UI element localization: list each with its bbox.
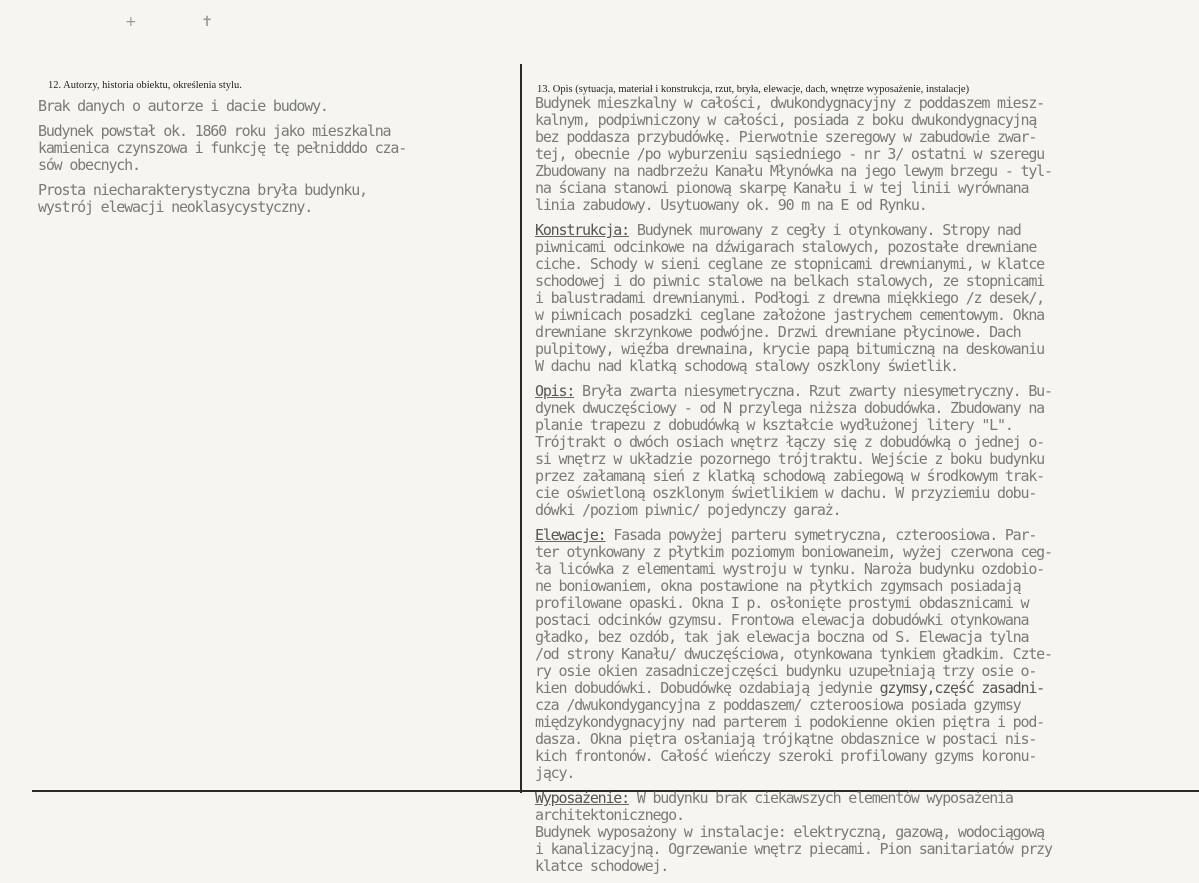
elevations-paragraph (535, 527, 1199, 782)
elevations-text-a: Fasada powyżej parteru symetryczna, czteroosiowa. Par- ter otynkowany z płytkim poziomym boniowaneim, wyżej czerwona ceg- ła licówka z elementami wystroju w tynku. Naroża budynku ozdobio- ne boniowaniem, okna postawione na płytkich zgymsach posiadają profilowane opaski. Okna I p. osłonięte prostymi obdasznicami w postaci odcinków gzymsu. Frontowa elewacja dobudówki otynkowana gładko, bez ozdób, tak jak elewacja boczna od S. Elewacja tylna /od strony Kanału/ dwuczęściowa, otynkowana tynkiem gładkim. Czte- ry osie okien zasadniczejczęści budynku uzupełniają trzy osie o- kien dobudówki. Dobudówkę ozdabiają jedynie (535, 526, 1052, 697)
elevations-label: Elewacje: (535, 526, 606, 544)
construction-text: Budynek murowany z cegły i otynkowany. Stropy nad piwnicami odcinkowe na dźwigarach stalowych, pozostałe drewniane ciche. Schody w sieni ceglane ze stopnicami drewnianymi, w klatce schodowej i do piwnic stalowe na belkach stalowych, ze stopnicami i balustradami drewnianymi. Podłogi z drewna miękkiego /z desek/, w piwnicach posadzki ceglane założone jastrychem cementowym. Okna drewniane skrzynkowe podwójne. Drzwi drewniane płycinowe. Dach pulpitowy, więźba drewnaina, krycie papą bitumiczną na deskowaniu W dachu nad klatką schodową stalowy oszklony świetlik. (535, 221, 1044, 375)
authors-paragraph: Brak danych o autorze i dacie budowy. (38, 97, 328, 115)
column-divider (520, 64, 522, 793)
description-label: Opis: (535, 382, 575, 400)
section-13-body (535, 95, 1199, 883)
equipment-text: W budynku brak ciekawszych elementów wyposażenia architektonicznego. Budynek wyposażony w instalacje: elektryczną, gazową, wodociągową i kanalizacyjną. Ogrzewanie wnętrz piecami. Pion sanitariatów przy klatce schodowej. (535, 789, 1052, 875)
style-paragraph: Prosta niecharakterystyczna bryła budynku, wystrój elewacji neoklasycystyczny. (38, 181, 367, 216)
section-12-heading: 12. Autorzy, historia obiektu, określenia stylu. (48, 80, 242, 91)
section-12-body (38, 98, 513, 224)
section-13-heading: 13. Opis (sytuacja, materiał i konstrukcja, rzut, bryła, elewacje, dach, wnętrze wyposażenie, instalacje) (537, 84, 970, 95)
equipment-label: Wyposażenie: (535, 789, 629, 807)
situation-paragraph: Budynek mieszkalny w całości, dwukondygnacyjny z poddaszem miesz- kalnym, podpiwniczony w całości, posiada z boku dwukondygnacyjną bez poddasza przybudówkę. Pierwotnie szeregowy w zabudowie zwar- tej, obecnie /po wyburzeniu sąsiedniego - nr 3/ ostatni w szeregu Zbudowany na nadbrzeżu Kanału Młynówka na jego lewym brzegu - tyl- na ściana stanowi pionową skarpę Kanału i w tej linii wyrównana linia zabudowy. Usytuowany ok. 90 m na E od Rynku. (535, 94, 1052, 214)
history-paragraph: Budynek powstał ok. 1860 roku jako mieszkalna kamienica czynszowa i funkcję tę pełnidddo cza- sów obecnych. (38, 122, 407, 174)
description-paragraph (535, 383, 1199, 519)
corner-marks: + ✝ (125, 14, 243, 30)
elevations-text-bold: gzymsy,część zasadni- (879, 679, 1045, 697)
description-text: Bryła zwarta niesymetryczna. Rzut zwarty niesymetryczny. Bu- dynek dwuczęściowy - od N przylega niższa dobudówka. Zbudowany na planie trapezu z dobudówką w kształcie wydłużonej litery "L". Trójtrakt o dwóch osiach wnętrz łączy się z dobudówką o jednej o- si wnętrz w układzie pozornego trójtraktu. Wejście z boku budynku przez załamaną sień z klatką schodową zabiegową w środkowym trak- cie oświetloną oszklonym świetlikiem w dachu. W przyziemiu dobu- dówki /poziom piwnic/ pojedynczy garaż. (535, 382, 1052, 519)
equipment-paragraph (535, 790, 1199, 875)
elevations-text-b: cza /dwukondygancyjna z poddaszem/ czteroosiowa posiada gzymsy międzykondygnacyjny nad parterem i podokienne okien piętra i pod- dasza. Okna piętra osłaniają trójkątne obdasznice w postaci nis- kich frontonów. Całość wieńczy szeroki profilowany gzyms koronu- jący. (535, 696, 1044, 782)
construction-label: Konstrukcja: (535, 221, 629, 239)
construction-paragraph (535, 222, 1199, 375)
